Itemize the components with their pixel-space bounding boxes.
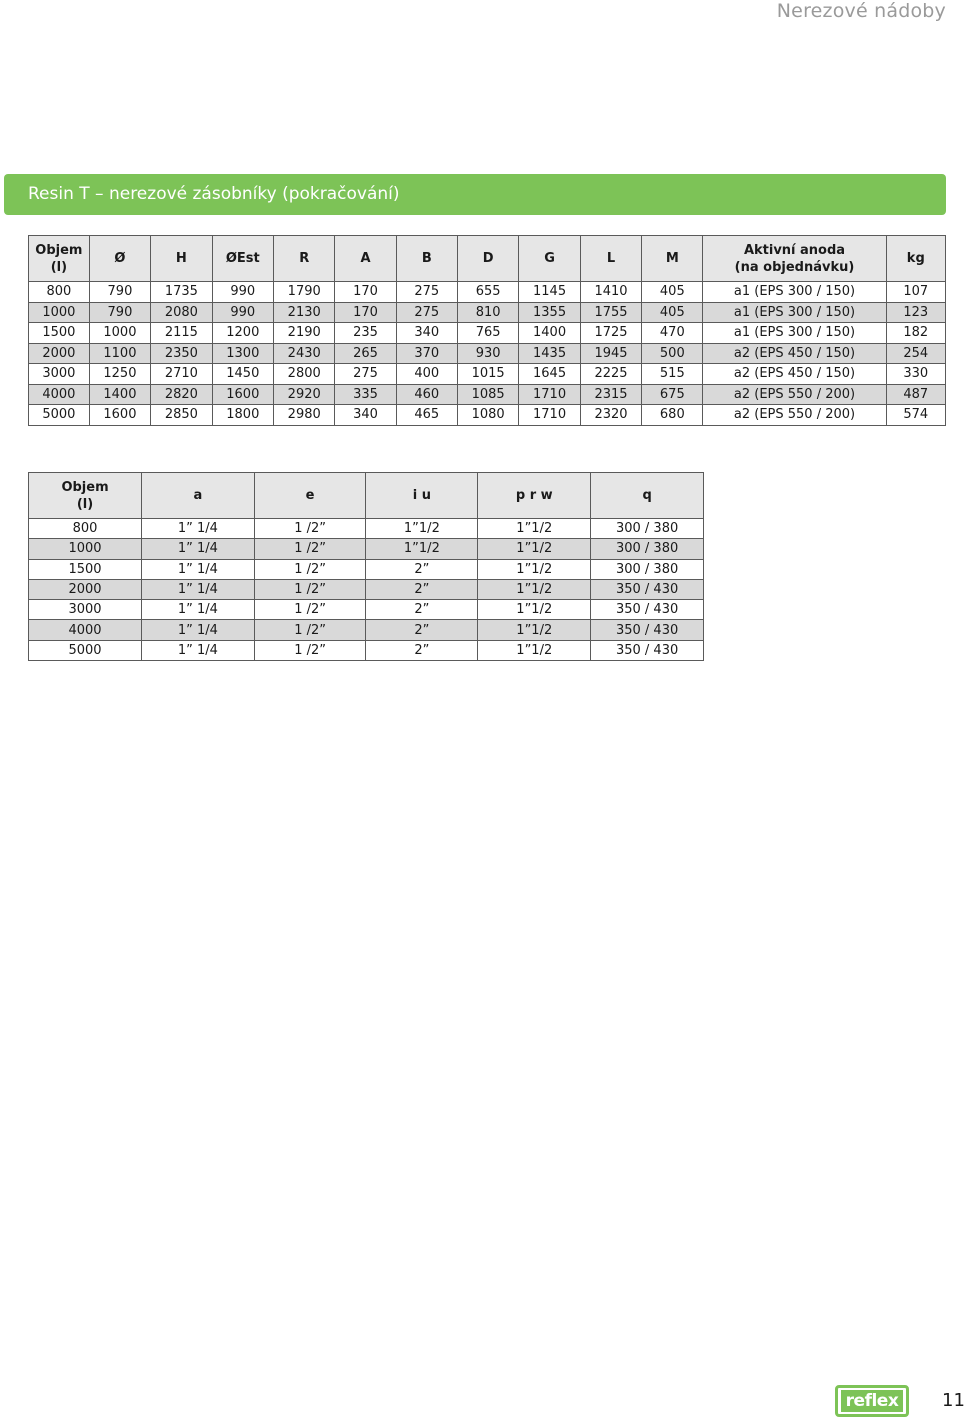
table-cell: 2315 xyxy=(580,384,641,405)
table-cell: 675 xyxy=(642,384,703,405)
table-cell: 1”1/2 xyxy=(478,539,591,559)
table-cell: 1”1/2 xyxy=(478,519,591,539)
table-row xyxy=(29,343,946,364)
table-cell: a2 (EPS 450 / 150) xyxy=(703,343,886,364)
table-row xyxy=(29,302,946,323)
table-cell: 1250 xyxy=(89,364,150,385)
column-header: Ø xyxy=(89,236,150,282)
table-cell: 1600 xyxy=(212,384,273,405)
table-cell: 405 xyxy=(642,302,703,323)
table-cell: 2115 xyxy=(151,323,212,344)
table-cell: 370 xyxy=(396,343,457,364)
table-cell: 1725 xyxy=(580,323,641,344)
table-cell: 1” 1/4 xyxy=(142,539,255,559)
table-row xyxy=(29,579,704,599)
table-cell: 2080 xyxy=(151,302,212,323)
table-cell: 235 xyxy=(335,323,396,344)
table-cell: 1 /2” xyxy=(254,640,366,660)
dimensions-table xyxy=(28,235,946,426)
table-cell: 1500 xyxy=(29,559,142,579)
table-cell: 2” xyxy=(366,620,478,640)
table-cell: 2320 xyxy=(580,405,641,426)
section-title-bar: Resin T – nerezové zásobníky (pokračování) xyxy=(4,174,946,215)
table-cell: 5000 xyxy=(29,640,142,660)
table-cell: 2” xyxy=(366,559,478,579)
table-cell: 1085 xyxy=(457,384,518,405)
column-header: ØEst xyxy=(212,236,273,282)
table-row xyxy=(29,364,946,385)
table-row xyxy=(29,559,704,579)
table-cell: 1 /2” xyxy=(254,519,366,539)
table-cell: 2920 xyxy=(274,384,335,405)
table-cell: a2 (EPS 450 / 150) xyxy=(703,364,886,385)
table-cell: 2” xyxy=(366,600,478,620)
table-cell: 1600 xyxy=(89,405,150,426)
table-cell: 1790 xyxy=(274,282,335,303)
table-cell: 400 xyxy=(396,364,457,385)
table-cell: 107 xyxy=(886,282,945,303)
table-cell: 275 xyxy=(396,282,457,303)
table-cell: 4000 xyxy=(29,620,142,640)
connections-table xyxy=(28,472,704,661)
table-cell: 1000 xyxy=(29,302,90,323)
table-cell: 2430 xyxy=(274,343,335,364)
table-cell: 2820 xyxy=(151,384,212,405)
column-header: e xyxy=(254,473,366,519)
table-cell: 1710 xyxy=(519,384,580,405)
table-cell: 2000 xyxy=(29,343,90,364)
table-cell: 1”1/2 xyxy=(478,579,591,599)
table-cell: 460 xyxy=(396,384,457,405)
table-cell: 1080 xyxy=(457,405,518,426)
table-cell: 1”1/2 xyxy=(478,559,591,579)
table-cell: 1015 xyxy=(457,364,518,385)
table-cell: 790 xyxy=(89,302,150,323)
table-cell: 1” 1/4 xyxy=(142,519,255,539)
table-cell: 335 xyxy=(335,384,396,405)
table-cell: 1200 xyxy=(212,323,273,344)
page-header-title: Nerezové nádoby xyxy=(776,0,946,22)
table-cell: 254 xyxy=(886,343,945,364)
table-cell: 1450 xyxy=(212,364,273,385)
column-header: p r w xyxy=(478,473,591,519)
table-cell: 2000 xyxy=(29,579,142,599)
table-cell: 350 / 430 xyxy=(591,600,704,620)
table-cell: 2” xyxy=(366,640,478,660)
table-row xyxy=(29,323,946,344)
table-row xyxy=(29,640,704,660)
table-cell: 340 xyxy=(335,405,396,426)
column-header: B xyxy=(396,236,457,282)
table-cell: 1 /2” xyxy=(254,620,366,640)
table-cell: 1800 xyxy=(212,405,273,426)
column-header: G xyxy=(519,236,580,282)
table-cell: 405 xyxy=(642,282,703,303)
table-cell: 275 xyxy=(396,302,457,323)
table-cell: 1”1/2 xyxy=(366,519,478,539)
table-header-row xyxy=(29,473,704,519)
table-cell: 470 xyxy=(642,323,703,344)
table-cell: 1” 1/4 xyxy=(142,600,255,620)
table-cell: 990 xyxy=(212,302,273,323)
table-cell: 1000 xyxy=(29,539,142,559)
table-cell: 810 xyxy=(457,302,518,323)
table-cell: 1755 xyxy=(580,302,641,323)
column-header: A xyxy=(335,236,396,282)
table-cell: 350 / 430 xyxy=(591,579,704,599)
table-cell: 1435 xyxy=(519,343,580,364)
column-header: Objem (l) xyxy=(29,473,142,519)
table-cell: 330 xyxy=(886,364,945,385)
column-header: q xyxy=(591,473,704,519)
table-cell: a1 (EPS 300 / 150) xyxy=(703,323,886,344)
column-header: D xyxy=(457,236,518,282)
table-cell: 765 xyxy=(457,323,518,344)
table-cell: 2190 xyxy=(274,323,335,344)
table-cell: 2130 xyxy=(274,302,335,323)
column-header: H xyxy=(151,236,212,282)
table-cell: a2 (EPS 550 / 200) xyxy=(703,405,886,426)
table-cell: 1735 xyxy=(151,282,212,303)
table-cell: 500 xyxy=(642,343,703,364)
table-row xyxy=(29,620,704,640)
table-cell: 990 xyxy=(212,282,273,303)
table-header-row xyxy=(29,236,946,282)
table-cell: 1945 xyxy=(580,343,641,364)
column-header: Objem (l) xyxy=(29,236,90,282)
table-cell: 300 / 380 xyxy=(591,539,704,559)
table-cell: 1 /2” xyxy=(254,600,366,620)
table-cell: 1100 xyxy=(89,343,150,364)
column-header: R xyxy=(274,236,335,282)
table-cell: 515 xyxy=(642,364,703,385)
table-cell: 2800 xyxy=(274,364,335,385)
table-cell: 1”1/2 xyxy=(478,620,591,640)
table-cell: 340 xyxy=(396,323,457,344)
table-cell: 1300 xyxy=(212,343,273,364)
table-cell: 574 xyxy=(886,405,945,426)
table-cell: 800 xyxy=(29,282,90,303)
table-cell: 1 /2” xyxy=(254,579,366,599)
table-cell: 1645 xyxy=(519,364,580,385)
table-cell: 170 xyxy=(335,282,396,303)
table-cell: 680 xyxy=(642,405,703,426)
table-cell: 1710 xyxy=(519,405,580,426)
table-cell: 1145 xyxy=(519,282,580,303)
table-cell: 3000 xyxy=(29,364,90,385)
table-cell: 265 xyxy=(335,343,396,364)
table-cell: 1410 xyxy=(580,282,641,303)
table-row xyxy=(29,519,704,539)
table-cell: a1 (EPS 300 / 150) xyxy=(703,302,886,323)
table-row xyxy=(29,600,704,620)
table-cell: 4000 xyxy=(29,384,90,405)
table-cell: 1” 1/4 xyxy=(142,620,255,640)
table-cell: 790 xyxy=(89,282,150,303)
table-cell: 465 xyxy=(396,405,457,426)
table-cell: 1” 1/4 xyxy=(142,559,255,579)
table-cell: 1400 xyxy=(519,323,580,344)
table-cell: 123 xyxy=(886,302,945,323)
table-cell: 1”1/2 xyxy=(478,640,591,660)
table-cell: 2980 xyxy=(274,405,335,426)
table-cell: 1”1/2 xyxy=(366,539,478,559)
table-cell: 1 /2” xyxy=(254,539,366,559)
table-cell: 2850 xyxy=(151,405,212,426)
table-cell: 2710 xyxy=(151,364,212,385)
table-cell: 1” 1/4 xyxy=(142,579,255,599)
table-cell: 655 xyxy=(457,282,518,303)
table-cell: 800 xyxy=(29,519,142,539)
table-cell: a2 (EPS 550 / 200) xyxy=(703,384,886,405)
table-cell: 182 xyxy=(886,323,945,344)
table-row xyxy=(29,282,946,303)
table-cell: 350 / 430 xyxy=(591,640,704,660)
column-header: Aktivní anoda (na objednávku) xyxy=(703,236,886,282)
table-cell: 1355 xyxy=(519,302,580,323)
table-cell: 1400 xyxy=(89,384,150,405)
logo-text: reflex xyxy=(841,1390,903,1412)
table-cell: 930 xyxy=(457,343,518,364)
table-cell: 1 /2” xyxy=(254,559,366,579)
table-cell: 487 xyxy=(886,384,945,405)
table-cell: 3000 xyxy=(29,600,142,620)
column-header: M xyxy=(642,236,703,282)
table-row xyxy=(29,405,946,426)
table-cell: 300 / 380 xyxy=(591,519,704,539)
table-cell: 2350 xyxy=(151,343,212,364)
column-header: i u xyxy=(366,473,478,519)
table-cell: 1” 1/4 xyxy=(142,640,255,660)
table-cell: a1 (EPS 300 / 150) xyxy=(703,282,886,303)
reflex-logo xyxy=(835,1385,909,1417)
table-cell: 5000 xyxy=(29,405,90,426)
column-header: L xyxy=(580,236,641,282)
table-cell: 350 / 430 xyxy=(591,620,704,640)
table-cell: 1”1/2 xyxy=(478,600,591,620)
column-header: kg xyxy=(886,236,945,282)
table-cell: 1000 xyxy=(89,323,150,344)
table-row xyxy=(29,539,704,559)
column-header: a xyxy=(142,473,255,519)
page-number: 11 xyxy=(942,1390,965,1411)
table-cell: 1500 xyxy=(29,323,90,344)
table-cell: 300 / 380 xyxy=(591,559,704,579)
table-cell: 2225 xyxy=(580,364,641,385)
table-cell: 275 xyxy=(335,364,396,385)
table-cell: 170 xyxy=(335,302,396,323)
table-cell: 2” xyxy=(366,579,478,599)
table-row xyxy=(29,384,946,405)
